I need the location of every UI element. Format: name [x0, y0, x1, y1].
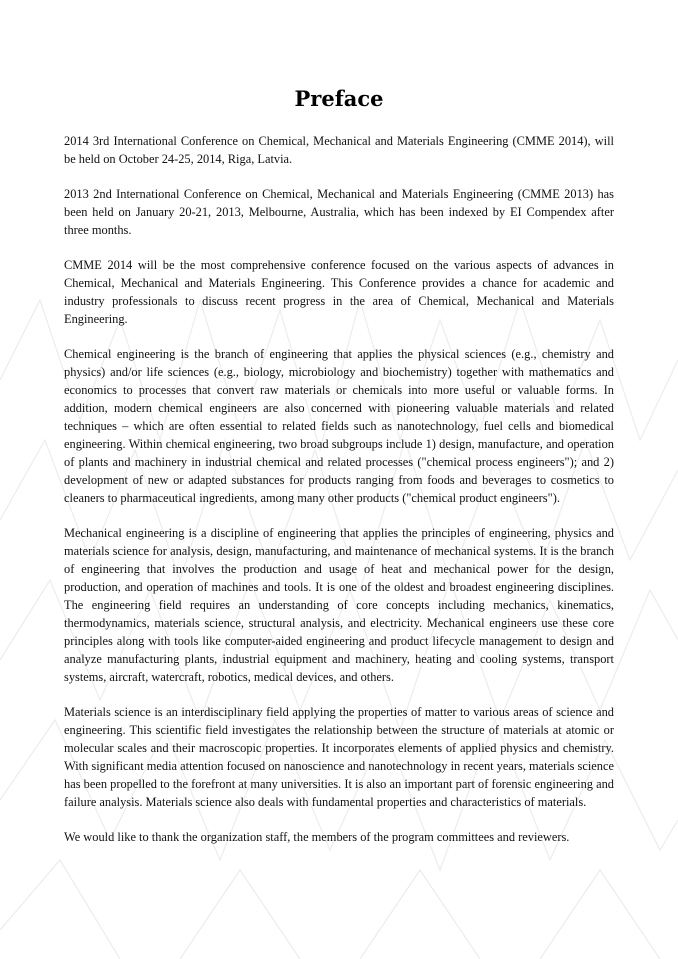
page-title: Preface: [294, 86, 384, 111]
paragraph-cmme-2013-history: 2013 2nd International Conference on Chemical, Mechanical and Materials Engineering (CMME 2013) has been held on January 20-21, 2013, Melbourne, Australia, which has been indexed by EI Compendex after three months.: [64, 187, 614, 237]
paragraph-mechanical-engineering: Mechanical engineering is a discipline of engineering that applies the principles of engineering, physics and materials science for analysis, design, manufacturing, and maintenance of mechanical systems. It is the branch of engineering that involves the production and usage of heat and mechanical power for the design, production, and operation of machines and tools. It is one of the oldest and broadest engineering disciplines. The engineering field requires an understanding of core concepts including mechanics, kinematics, thermodynamics, materials science, structural analysis, and electricity. Mechanical engineers use these core principles along with tools like computer-aided engineering and product lifecycle management to design and analyze manufacturing plants, industrial equipment and machinery, heating and cooling systems, transport systems, aircraft, watercraft, robotics, medical devices, and others.: [64, 526, 614, 684]
preface-page: [64, 0, 614, 863]
paragraph-acknowledgements: We would like to thank the organization staff, the members of the program committees and reviewers.: [64, 830, 570, 844]
paragraph-cmme-2014-announcement: 2014 3rd International Conference on Chemical, Mechanical and Materials Engineering (CMME 2014), will be held on October 24-25, 2014, Riga, Latvia.: [64, 134, 614, 166]
paragraph-materials-science: Materials science is an interdisciplinary field applying the properties of matter to various areas of science and engineering. This scientific field investigates the relationship between the structure of materials at atomic or molecular scales and their macroscopic properties. It incorporates elements of applied physics and chemistry. With significant media attention focused on nanoscience and nanotechnology in recent years, materials science has been propelled to the forefront at many universities. It is also an important part of forensic engineering and failure analysis. Materials science also deals with fundamental properties and characteristics of materials.: [64, 705, 614, 809]
paragraph-chemical-engineering: Chemical engineering is the branch of engineering that applies the physical sciences (e.g., chemistry and physics) and/or life sciences (e.g., biology, microbiology and biochemistry) together with mathematics and economics to processes that convert raw materials or chemicals into more useful or valuable forms. In addition, modern chemical engineers are also concerned with pioneering valuable materials and related techniques – which are often essential to related fields such as nanotechnology, fuel cells and biomedical engineering. Within chemical engineering, two broad subgroups include 1) design, manufacture, and operation of plants and machinery in industrial chemical and related processes ("chemical process engineers"); and 2) development of new or adapted substances for products ranging from foods and beverages to cosmetics to cleaners to pharmaceutical ingredients, among many other products ("chemical product engineers").: [64, 347, 614, 505]
paragraph-conference-scope: CMME 2014 will be the most comprehensive conference focused on the various aspects of advances in Chemical, Mechanical and Materials Engineering. This Conference provides a chance for academic and industry professionals to discuss recent progress in the area of Chemical, Mechanical and Materials Engineering.: [64, 258, 614, 326]
